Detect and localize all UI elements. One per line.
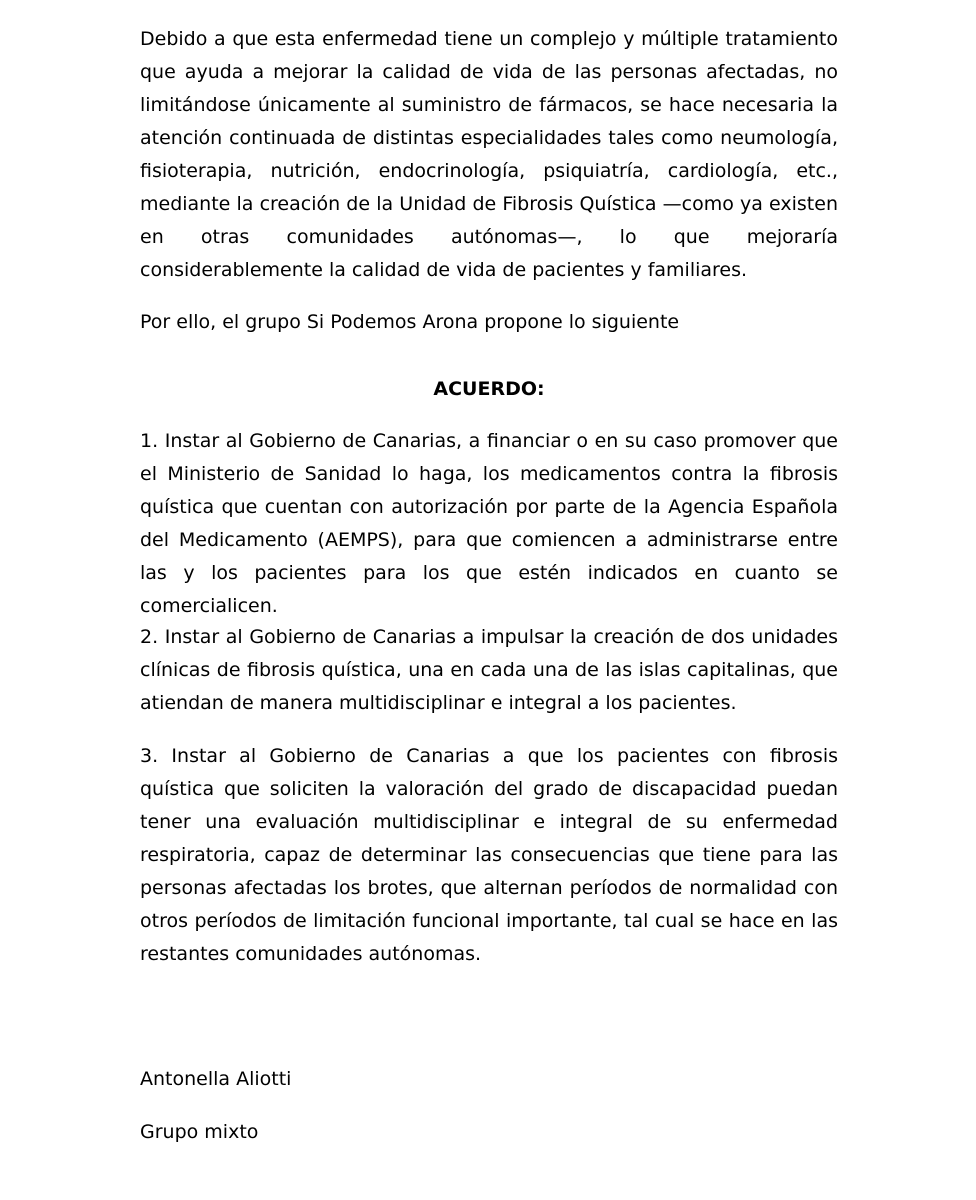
agreement-item-2: 2. Instar al Gobierno de Canarias a impulsar la creación de dos unidades clínicas de fibrosis quística, una en cada una de las islas capitalinas, que atiendan de manera multidisciplinar e integral a los pacientes.	[140, 626, 838, 714]
proposal-line: Por ello, el grupo Si Podemos Arona propone lo siguiente	[140, 311, 680, 333]
agreement-item-1: 1. Instar al Gobierno de Canarias, a financiar o en su caso promover que el Ministerio de Sanidad lo haga, los medicamentos contra la fibrosis quística que cuentan con autorización por parte de la Agencia Española del Medicamento (AEMPS), para que comiencen a administrarse entre las y los pacientes para los que estén indicados en cuanto se comercialicen.	[140, 430, 838, 617]
agreement-heading: ACUERDO:	[433, 378, 545, 400]
signature-group: Grupo mixto	[140, 1121, 259, 1143]
intro-paragraph: Debido a que esta enfermedad tiene un complejo y múltiple tratamiento que ayuda a mejorar la calidad de vida de las personas afectadas, no limitándose únicamente al suministro de fármacos, se hace necesaria la atención continuada de distintas especialidades tales como neumología, fisioterapia, nutrición, endocrinología, psiquiatría, cardiología, etc., mediante la creación de la Unidad de Fibrosis Quística —como ya existen en otras comunidades autónomas—, lo que mejoraría considerablemente la calidad de vida de pacientes y familiares.	[140, 28, 838, 281]
signature-name: Antonella Aliotti	[140, 1068, 292, 1090]
agreement-item-3: 3. Instar al Gobierno de Canarias a que los pacientes con fibrosis quística que soliciten la valoración del grado de discapacidad puedan tener una evaluación multidisciplinar e integral de su enfermedad respiratoria, capaz de determinar las consecuencias que tiene para las personas afectadas los brotes, que alternan períodos de normalidad con otros períodos de limitación funcional importante, tal cual se hace en las restantes comunidades autónomas.	[140, 745, 838, 965]
